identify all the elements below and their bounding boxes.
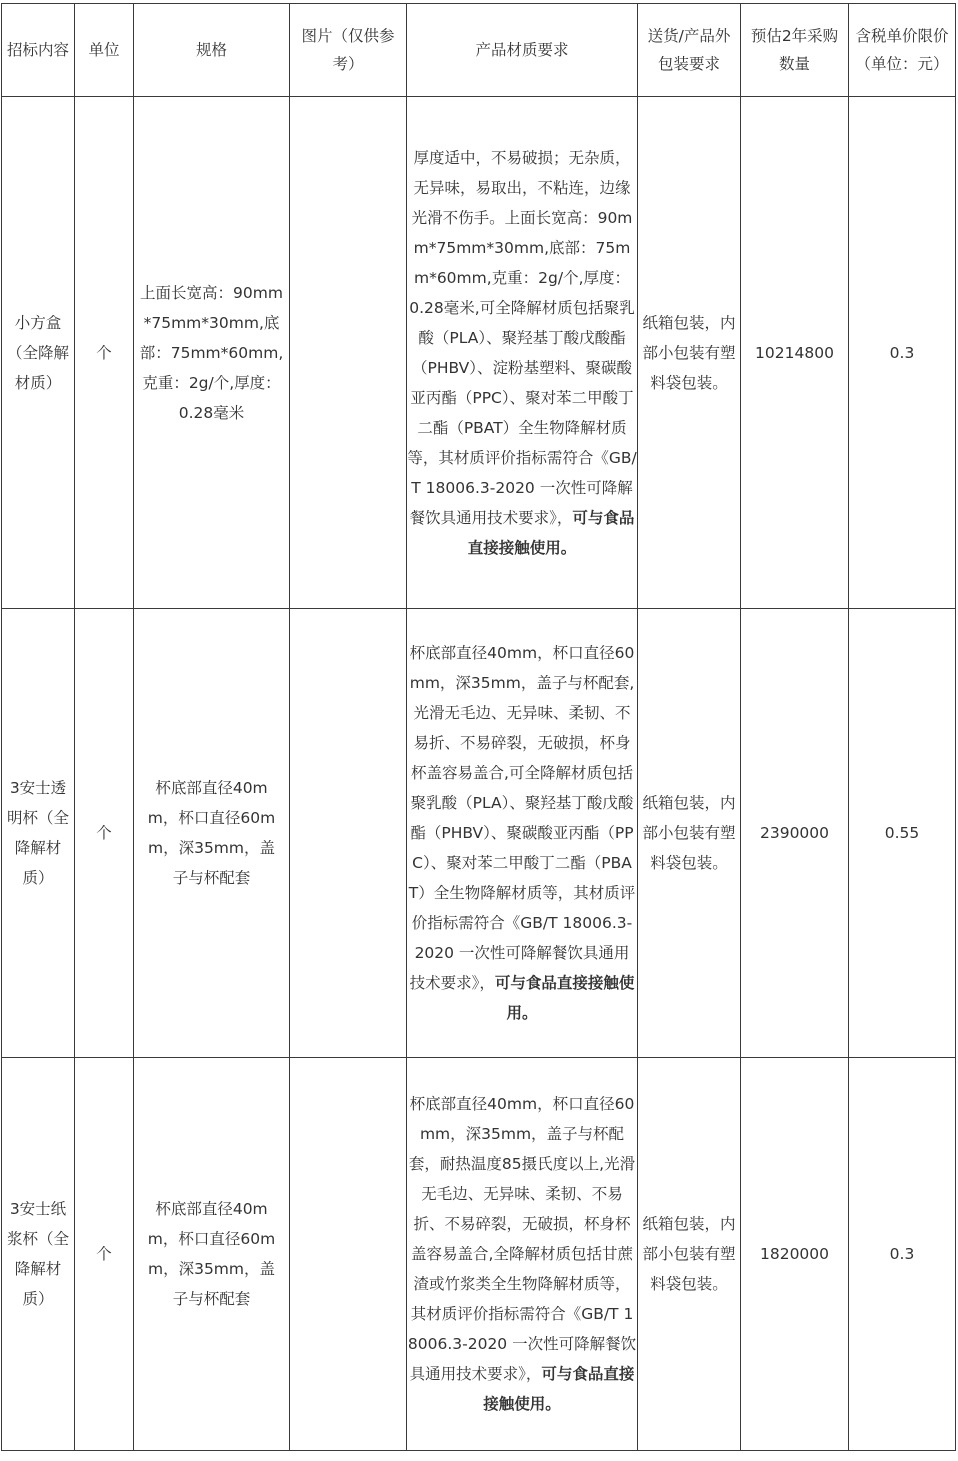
header-unit: 单位: [75, 4, 134, 97]
material-text: 杯底部直径40mm，杯口直径60mm，深35mm，盖子与杯配套,光滑无毛边、无异味、柔韧、不易折、不易碎裂，无破损，杯身杯盖容易盖合,可全降解材质包括聚乳酸（PLA）、聚羟基丁酸戊酸酯（PHBV）、聚碳酸亚丙酯（PPC）、聚对苯二甲酸丁二酯（PBAT）全生物降解材质等，其材质评价指标需符合《GB/T 18006.3-2020 一次性可降解餐饮具通用技术要求》，: [408, 644, 636, 992]
cell-spec: [134, 609, 290, 1058]
cell-quantity: 1820000: [741, 1058, 849, 1451]
cell-image: [290, 609, 407, 1058]
cell-content: [2, 1058, 75, 1451]
cell-price: 0.55: [849, 609, 956, 1058]
cell-material: [407, 609, 638, 1058]
table-row: [2, 97, 956, 609]
header-quantity: 预估2年采购数量: [741, 4, 849, 97]
cell-content-text: 3安士纸浆杯（全降解材质）: [6, 1200, 69, 1308]
header-packaging: 送货/产品外包装要求: [638, 4, 741, 97]
cell-packaging: 纸箱包装，内部小包装有塑料袋包装。: [638, 1058, 741, 1451]
procurement-table: [1, 3, 956, 1451]
cell-quantity: 10214800: [741, 97, 849, 609]
cell-quantity: 2390000: [741, 609, 849, 1058]
cell-spec-text: 上面长宽高：90mm*75mm*30mm,底部：75mm*60mm,克重：2g/个,厚度：0.28毫米: [139, 283, 284, 422]
header-price: 含税单价限价（单位：元）: [849, 4, 956, 97]
cell-material: [407, 97, 638, 609]
cell-material: [407, 1058, 638, 1451]
cell-spec-text: 杯底部直径40mm，杯口直径60mm，深35mm，盖子与杯配套: [147, 1200, 276, 1308]
table-row: [2, 609, 956, 1058]
material-text: 杯底部直径40mm，杯口直径60mm，深35mm，盖子与杯配套，耐热温度85摄氏度以上,光滑无毛边、无异味、柔韧、不易折、不易碎裂，无破损，杯身杯盖容易盖合,全降解材质包括甘蔗渣或竹浆类全生物降解材质等，其材质评价指标需符合《GB/T 18006.3-2020 一次性可降解餐饮具通用技术要求》，: [407, 1095, 637, 1383]
cell-content-text: 小方盒（全降解材质）: [6, 313, 69, 392]
cell-image: [290, 97, 407, 609]
cell-content: [2, 97, 75, 609]
cell-unit: 个: [75, 609, 134, 1058]
material-bold-text: 可与食品直接接触使用。: [467, 508, 635, 557]
material-bold-text: 可与食品直接接触使用。: [494, 974, 635, 1022]
cell-unit: 个: [75, 97, 134, 609]
cell-content-text: 3安士透明杯（全降解材质）: [6, 779, 69, 887]
cell-content: [2, 609, 75, 1058]
header-spec: 规格: [134, 4, 290, 97]
cell-unit: 个: [75, 1058, 134, 1451]
cell-price: 0.3: [849, 97, 956, 609]
header-material: 产品材质要求: [407, 4, 638, 97]
material-bold-text: 可与食品直接接触使用。: [483, 1365, 635, 1413]
cell-spec: [134, 97, 290, 609]
cell-packaging: 纸箱包装，内部小包装有塑料袋包装。: [638, 609, 741, 1058]
cell-price: 0.3: [849, 1058, 956, 1451]
material-text: 厚度适中，不易破损；无杂质，无异味，易取出，不粘连，边缘光滑不伤手。上面长宽高：90mm*75mm*30mm,底部：75mm*60mm,克重：2g/个,厚度：0.28毫米,可全降解材质包括聚乳酸（PLA）、聚羟基丁酸戊酸酯（PHBV）、淀粉基塑料、聚碳酸亚丙酯（PPC）、聚对苯二甲酸丁二酯（PBAT）全生物降解材质等，其材质评价指标需符合《GB/T 18006.3-2020 一次性可降解餐饮具通用技术要求》，: [407, 148, 637, 527]
header-row: [2, 4, 956, 97]
table-row: [2, 1058, 956, 1451]
header-content: 招标内容: [2, 4, 75, 97]
cell-packaging: 纸箱包装，内部小包装有塑料袋包装。: [638, 97, 741, 609]
cell-spec-text: 杯底部直径40mm，杯口直径60mm，深35mm，盖子与杯配套: [147, 779, 276, 887]
cell-image: [290, 1058, 407, 1451]
header-image: 图片（仅供参考）: [290, 4, 407, 97]
cell-spec: [134, 1058, 290, 1451]
